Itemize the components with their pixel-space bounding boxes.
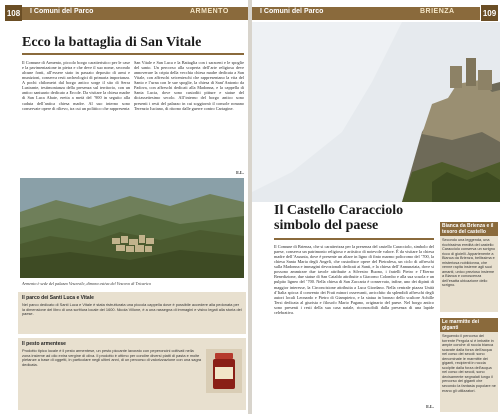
title-rule <box>274 238 434 240</box>
info-box-pesto <box>18 338 246 410</box>
pesto-jar-photo <box>206 349 242 393</box>
sidebar-box-title: Le marmitte dei giganti <box>440 318 498 332</box>
signature: E.L. <box>426 404 434 409</box>
sidebar-box-text: Seguendo il percorso del torrente Pergola si è imbatte in ampie conche di roccia bianca scavate dalla forza dell’acqua nel corso dei secoli: sono denominate le marmitte dei giganti, recipienti in roccia scolpite dalla forza dell’acqua nel corso dei secoli, sono decisamente segnalati lungo il percorso dei giganti che secondo la fantasia popolare ne erano gli utilizzatori. <box>442 334 496 393</box>
article-title: Il Castello Caracciolo simbolo del paese <box>274 203 404 233</box>
info-box-title: Il parco dei Santi Luca e Vitale <box>22 295 94 301</box>
armento-landscape-photo <box>20 178 244 278</box>
page-number: 108 <box>5 5 22 21</box>
place-name: ARMENTO <box>190 8 229 15</box>
page-number: 109 <box>481 5 498 21</box>
left-page <box>0 0 248 414</box>
sidebar-box-text: Secondo una leggenda, una ricchissima eredità del castello Caracciolo conserva un scrigno ricco di gioielli. Appartenente a Bianca da Brienza, bellissima e misteriosa nobildonna, che venne rapita insieme agli suoi amanti, unico prezioso insieme a Bianca e conoscenza dell’esatta ubicazione dello scrigno. <box>442 238 495 288</box>
running-title: I Comuni del Parco <box>260 8 324 15</box>
place-name: BRIENZA <box>420 8 455 15</box>
signature: E.L. <box>236 170 244 175</box>
sidebar-box-bianca <box>440 222 498 312</box>
info-box-title: Il pesto armentese <box>22 341 66 347</box>
article-column-2: San Vitale e San Luca e la Battaglia con i saraceni e le spoglie del santo. Un percorso alla scoperta dell’arte religiosa deve annoverare la cripta della vecchia chiesa madre dedicata a San Vitale, con affreschi seicenteschi che rappresentano la vita del Santo e l’urna con le sue spoglie, la chiesa di Sant’Antonio da Padova, con affreschi dedicati alla Madonna, e la cappella di Santa Lucia, dove sono custoditi pitture e statue del diciassettesimo secolo. All’interno del borgo antico sono presenti i resti del palazzo in cui soggiornò il console romano Terenzio Iuciano, di ritorno dalle guerre contro Cartagine. <box>134 60 244 111</box>
title-rule <box>22 53 244 55</box>
running-title: I Comuni del Parco <box>30 8 94 15</box>
photo-caption: Armento è sede del palazzo Vescovile, dimora estiva del Vescovo di Tricarico <box>22 281 152 286</box>
right-page <box>252 0 500 414</box>
info-box-text: Prodotto tipico locale è il pesto armentese, un pesto piccante lavorato con peperoncini coltivati nella zona insieme ad olio extra vergine di oliva. Il prodotto è ottimo per condire diversi piatti di pasta e molte pietanze a base di oggetti, in particolare negli ultimi anni, di un percorso di valorizzazione con una sagra dedicata. <box>22 348 202 368</box>
article-body: Il Comune di Brienza, che si caratterizza per la presenza del castello Caracciolo, simbolo del paese, conserva un patrimonio religioso e artistico di notevole valore. È da visitare la chiesa madre dell’Assunta, dove è presente un altare in ligno di finto marmo policromo del ’700, la chiesa Santa Maria degli Angeli, che custodisce opere del Pietrafesa, un ciclo di affreschi sulla Madonna e immagini devozionali dedicati ai Santi, e la chiesa dell’Annunziata, dove si possono ammirare due tavole attribuite a Silvestro Buono, i fratelli Pietro e l’Eterno Benedizione, due statue di San Cataldo attribuite a Giacomo Colombo e alla sua scuola e un pulpito ligneo del ’700. Nella chiesa di San Zaccaria è conservato, infine, uno dei dipinti di maggior interesse, la Circoncisione attribuita a Luca Giordano. Nella centrale piazza Unità d’Italia spicca il convento dei Frati minori osservanti, arricchito da splendidi affreschi degli autori locali Leonardo e Pietro di Giampietro, e la statua in bronzo dello scultore Achille Tersi dedicata al giurista e filosofo Mario Pagano, originario del paese. Nel borgo antico sono presenti i resti della sua casa natale, riconoscibili dalla presenza di una lapide celebrativa. <box>274 244 434 315</box>
article-column-1: Il Comune di Armento, piccolo borgo caratteristico per le case e la pavimentazione in pietra e che deve il suo nome, secondo alcune fonti, all’essere stato in passato deposito di armi e munizioni, conserva resti archeologici di primaria importanza. A pochi chilometri dal borgo antico sorge il sito di Serra Lustrante, testimonianza della presenza sul territorio, con un antico santuario dedicato a Ercole. Da visitare la chiesa madre di San Luca Abate, eretta a metà del ’900 in seguito alla caduta dell’antica chiesa madre. Al suo interno sono conservate opere di rilievo, tra cui un polittico che rappresenta <box>22 60 130 111</box>
info-box-text: Nel parco dedicato di Santi Luca e Vitale è stata ristrutturata una piccola cappella dove è possibile accedere alla pedonata per la dimensione del libro di una scrittura locale del 1600. Nicola Villone, è a una rassegna di immagini e visivo legati alla storia del paese. <box>22 302 242 317</box>
article-title: Ecco la battaglia di San Vitale <box>22 35 202 50</box>
castle-photo <box>252 22 500 202</box>
sidebar-box-title: Bianca da Brienza e il tesoro del castello <box>440 222 498 236</box>
info-box-parco <box>18 292 246 334</box>
sidebar-box-marmitte <box>440 318 498 412</box>
